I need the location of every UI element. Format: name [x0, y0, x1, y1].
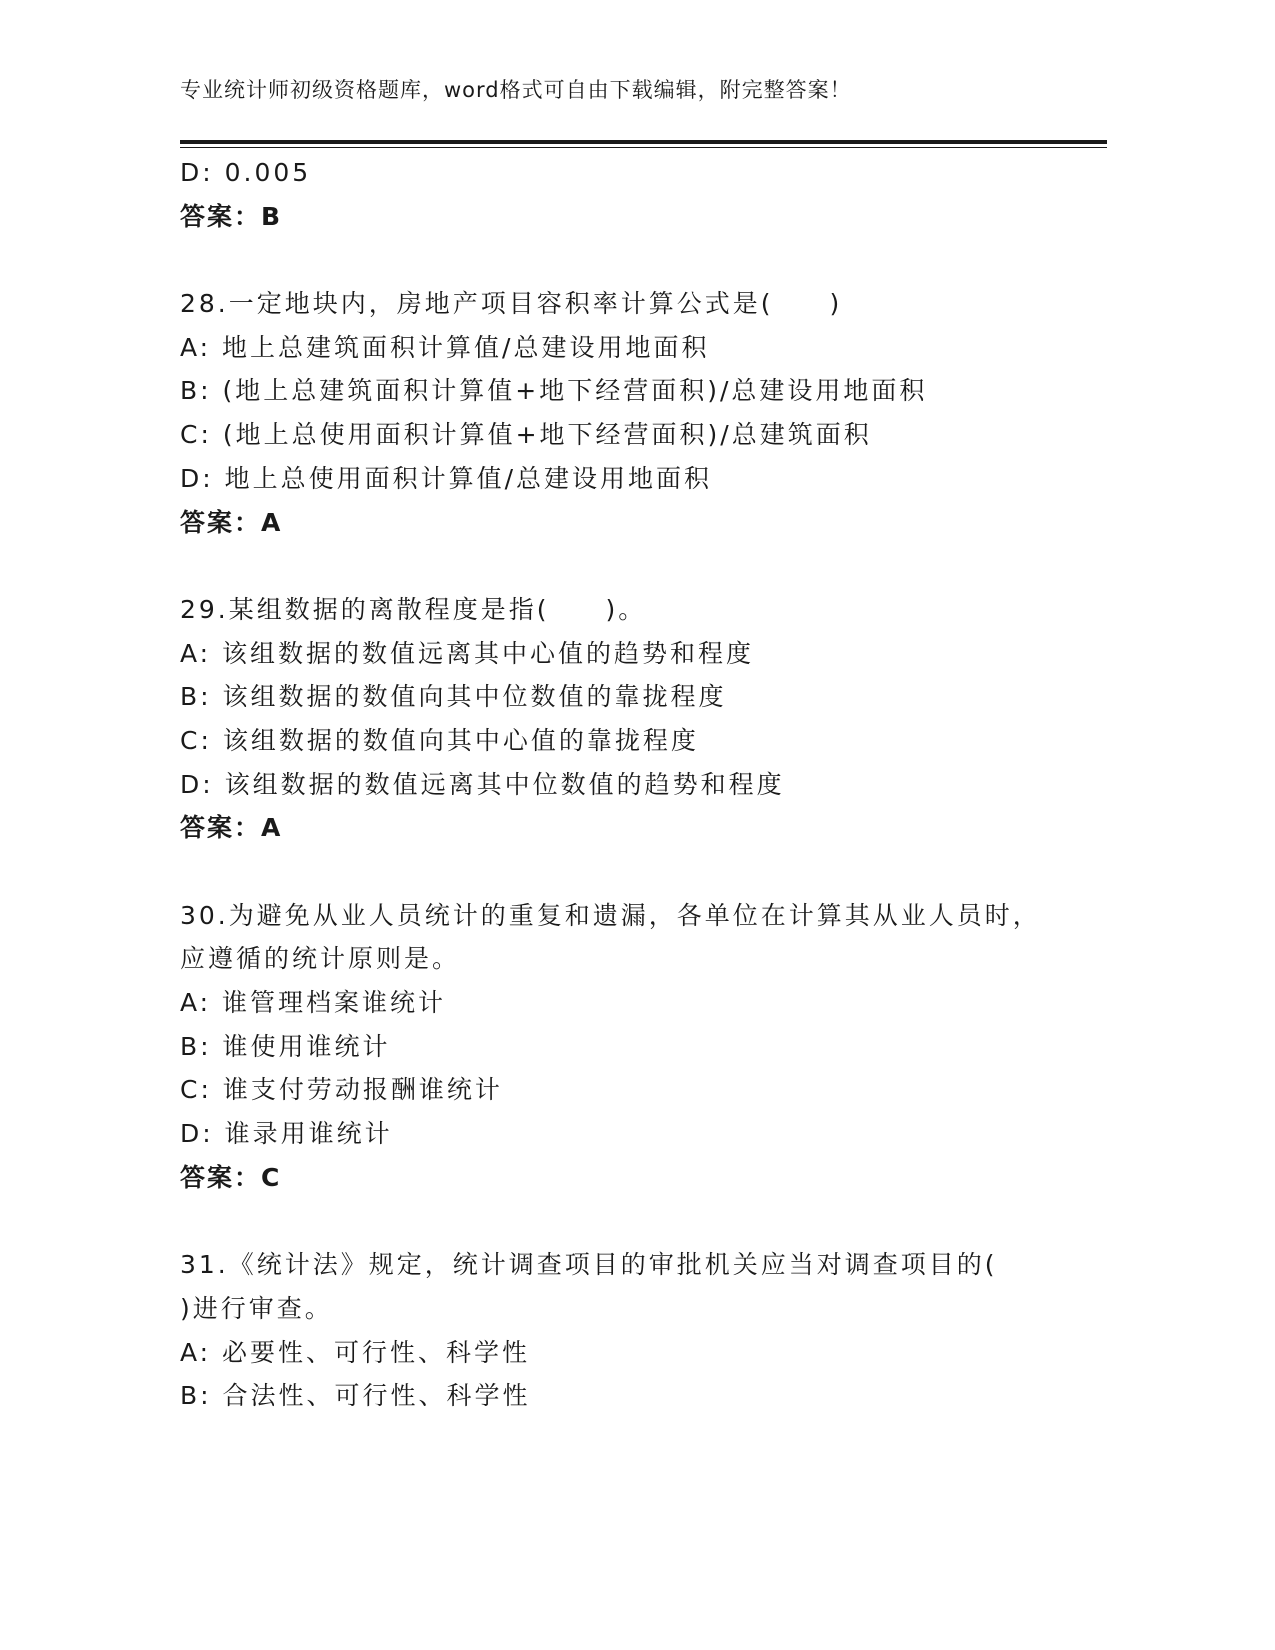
option-line: C: 该组数据的数值向其中心值的靠拢程度 — [180, 725, 699, 755]
option-line: B: 合法性、可行性、科学性 — [180, 1381, 531, 1411]
option-line: B: 该组数据的数值向其中位数值的靠拢程度 — [180, 682, 727, 712]
option-line: D: 该组数据的数值远离其中位数值的趋势和程度 — [180, 769, 785, 799]
answer-line: 答案：A — [180, 813, 283, 843]
option-line: D: 谁录用谁统计 — [180, 1119, 393, 1149]
answer-line: 答案：B — [180, 201, 283, 231]
question-stem: 29.某组数据的离散程度是指( )。 — [180, 594, 647, 624]
option-line: D: 0.005 — [180, 158, 312, 187]
option-line: B: (地上总建筑面积计算值+地下经营面积)/总建设用地面积 — [180, 376, 928, 406]
spacer — [180, 544, 1080, 588]
page-header: 专业统计师初级资格题库，word格式可自由下载编辑，附完整答案！ — [180, 78, 852, 102]
option-line: B: 谁使用谁统计 — [180, 1031, 391, 1061]
spacer — [180, 238, 1080, 282]
header-divider-thick — [180, 140, 1107, 144]
option-line: D: 地上总使用面积计算值/总建设用地面积 — [180, 463, 713, 493]
option-line: C: 谁支付劳动报酬谁统计 — [180, 1075, 503, 1105]
option-line: A: 该组数据的数值远离其中心值的趋势和程度 — [180, 638, 755, 668]
answer-line: 答案：A — [180, 507, 283, 537]
answer-line: 答案：C — [180, 1162, 282, 1192]
option-line: C: (地上总使用面积计算值+地下经营面积)/总建筑面积 — [180, 420, 872, 450]
question-stem-continued: 应遵循的统计原则是。 — [180, 944, 461, 974]
spacer — [180, 850, 1080, 894]
spacer — [180, 1200, 1080, 1244]
option-line: A: 必要性、可行性、科学性 — [180, 1337, 531, 1367]
question-stem: 30.为避免从业人员统计的重复和遗漏，各单位在计算其从业人员时， — [180, 900, 1041, 930]
header-divider-thin — [180, 147, 1107, 148]
question-content — [180, 151, 1080, 1418]
option-line: A: 地上总建筑面积计算值/总建设用地面积 — [180, 332, 710, 362]
question-stem: 31.《统计法》规定，统计调查项目的审批机关应当对调查项目的( — [180, 1250, 998, 1280]
question-stem-continued: )进行审查。 — [180, 1293, 333, 1323]
question-stem: 28.一定地块内，房地产项目容积率计算公式是( ) — [180, 289, 843, 319]
option-line: A: 谁管理档案谁统计 — [180, 988, 447, 1018]
